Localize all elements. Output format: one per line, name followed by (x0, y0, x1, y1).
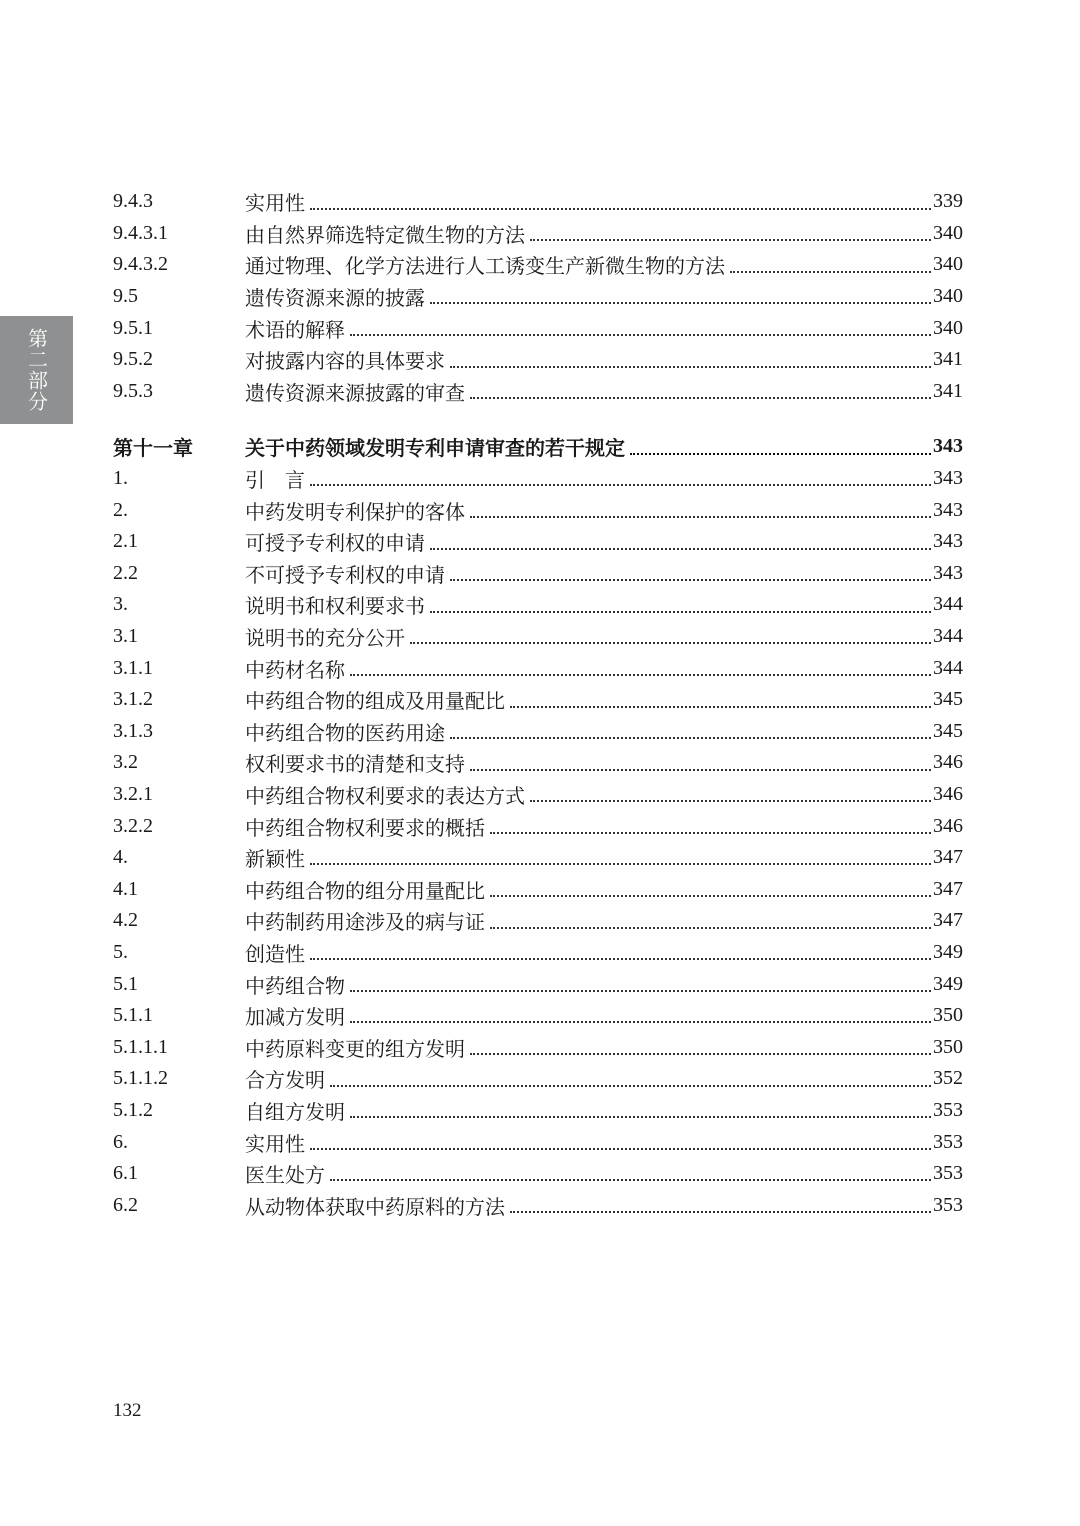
dot-leader (470, 769, 931, 771)
toc-entry-row[interactable] (113, 218, 963, 250)
dot-leader (350, 334, 931, 336)
entry-title: 中药组合物 (245, 970, 348, 999)
entry-number: 5.1.1.1 (113, 1035, 168, 1058)
toc-entry-row[interactable] (113, 1189, 963, 1221)
entry-page-number: 352 (933, 1067, 963, 1090)
chapter-number: 第十一章 (113, 438, 193, 461)
entry-number: 3. (113, 593, 128, 616)
entry-page-number: 350 (933, 1035, 963, 1058)
entry-title: 加减方发明 (245, 1001, 348, 1030)
entry-title: 中药材名称 (245, 654, 348, 683)
dot-leader (450, 737, 931, 739)
dot-leader (490, 832, 931, 834)
entry-number: 5. (113, 940, 128, 963)
dot-leader (510, 706, 931, 708)
entry-number: 9.4.3.1 (113, 221, 168, 244)
entry-page-number: 344 (933, 625, 963, 648)
dot-leader (470, 516, 931, 518)
entry-number: 9.5.1 (113, 316, 153, 339)
entry-number: 6.1 (113, 1162, 138, 1185)
toc-entry-row[interactable] (113, 1158, 963, 1190)
entry-page-number: 353 (933, 1130, 963, 1153)
dot-leader (310, 863, 931, 865)
entry-number: 3.2 (113, 751, 138, 774)
entry-number: 4.1 (113, 877, 138, 900)
entry-title: 中药组合物权利要求的概括 (245, 812, 488, 841)
entry-title: 通过物理、化学方法进行人工诱变生产新微生物的方法 (245, 250, 728, 279)
entry-page-number: 341 (933, 348, 963, 371)
toc-entry-row[interactable] (113, 186, 963, 218)
entry-page-number: 347 (933, 846, 963, 869)
entry-title: 中药组合物的医药用途 (245, 717, 448, 746)
entry-title: 合方发明 (245, 1064, 328, 1093)
dot-leader (410, 642, 931, 644)
dot-leader (450, 579, 931, 581)
dot-leader (330, 1085, 931, 1087)
toc-entry-row[interactable] (113, 747, 963, 779)
entry-page-number: 343 (933, 467, 963, 490)
toc-entry-row[interactable] (113, 1095, 963, 1127)
toc-entry-row[interactable] (113, 526, 963, 558)
entry-title: 术语的解释 (245, 314, 348, 343)
entry-number: 5.1 (113, 972, 138, 995)
entry-title: 中药组合物的组成及用量配比 (245, 685, 508, 714)
dot-leader (350, 674, 931, 676)
toc-entry-row[interactable] (113, 1031, 963, 1063)
entry-page-number: 343 (933, 561, 963, 584)
toc-entry-row[interactable] (113, 249, 963, 281)
entry-number: 9.4.3 (113, 190, 153, 213)
entry-page-number: 347 (933, 909, 963, 932)
entry-title: 中药发明专利保护的客体 (245, 496, 468, 525)
entry-number: 3.1 (113, 625, 138, 648)
page-number: 132 (113, 1400, 142, 1421)
entry-number: 3.2.1 (113, 782, 153, 805)
dot-leader (310, 484, 931, 486)
dot-leader (490, 895, 931, 897)
toc-entry-row[interactable] (113, 1063, 963, 1095)
toc-entry-row[interactable] (113, 810, 963, 842)
entry-page-number: 353 (933, 1193, 963, 1216)
toc-entry-row[interactable] (113, 463, 963, 495)
entry-title: 不可授予专利权的申请 (245, 559, 448, 588)
entry-page-number: 346 (933, 814, 963, 837)
entry-page-number: 345 (933, 719, 963, 742)
dot-leader (310, 1148, 931, 1150)
chapter-heading-row[interactable] (113, 431, 963, 463)
entry-number: 6. (113, 1130, 128, 1153)
chapter-page-number: 343 (933, 435, 963, 458)
entry-number: 5.1.2 (113, 1098, 153, 1121)
entry-number: 3.1.1 (113, 656, 153, 679)
toc-entry-row[interactable] (113, 494, 963, 526)
entry-number: 3.1.3 (113, 719, 153, 742)
dot-leader (630, 453, 931, 455)
entry-number: 4.2 (113, 909, 138, 932)
entry-title: 中药组合物的组分用量配比 (245, 875, 488, 904)
entry-title: 权利要求书的清楚和支持 (245, 748, 468, 777)
dot-leader (530, 239, 931, 241)
entry-page-number: 345 (933, 688, 963, 711)
entry-page-number: 346 (933, 782, 963, 805)
toc-entry-row[interactable] (113, 376, 963, 408)
dot-leader (310, 208, 931, 210)
entry-number: 9.4.3.2 (113, 253, 168, 276)
entry-number: 9.5.3 (113, 379, 153, 402)
dot-leader (450, 366, 931, 368)
entry-title: 实用性 (245, 1128, 308, 1157)
toc-entry-row[interactable] (113, 716, 963, 748)
entry-page-number: 346 (933, 751, 963, 774)
dot-leader (470, 1053, 931, 1055)
entry-number: 6.2 (113, 1193, 138, 1216)
chapter-title: 关于中药领域发明专利申请审查的若干规定 (245, 432, 628, 461)
entry-page-number: 343 (933, 530, 963, 553)
entry-number: 1. (113, 467, 128, 490)
entry-title: 中药原料变更的组方发明 (245, 1033, 468, 1062)
entry-page-number: 353 (933, 1098, 963, 1121)
entry-title: 中药组合物权利要求的表达方式 (245, 780, 528, 809)
toc-entry-row[interactable] (113, 621, 963, 653)
entry-page-number: 350 (933, 1004, 963, 1027)
toc-entry-row[interactable] (113, 905, 963, 937)
part-side-tab-label: 第二部分 (24, 328, 49, 412)
entry-page-number: 353 (933, 1162, 963, 1185)
dot-leader (350, 990, 931, 992)
entry-page-number: 339 (933, 190, 963, 213)
part-side-tab (0, 316, 73, 424)
dot-leader (430, 302, 931, 304)
entry-page-number: 344 (933, 593, 963, 616)
dot-leader (350, 1116, 931, 1118)
entry-page-number: 340 (933, 253, 963, 276)
entry-title: 对披露内容的具体要求 (245, 345, 448, 374)
toc-entry-row[interactable] (113, 312, 963, 344)
entry-title: 引 言 (245, 464, 308, 493)
dot-leader (490, 927, 931, 929)
toc-entry-row[interactable] (113, 652, 963, 684)
entry-number: 9.5 (113, 285, 138, 308)
entry-title: 由自然界筛选特定微生物的方法 (245, 219, 528, 248)
chapter-entry-list (113, 463, 963, 1221)
entry-number: 2.2 (113, 561, 138, 584)
entry-number: 3.1.2 (113, 688, 153, 711)
entry-page-number: 341 (933, 379, 963, 402)
entry-number: 2. (113, 498, 128, 521)
toc-entry-row[interactable] (113, 1126, 963, 1158)
entry-title: 遗传资源来源披露的审查 (245, 377, 468, 406)
toc-entry-row[interactable] (113, 873, 963, 905)
entry-title: 从动物体获取中药原料的方法 (245, 1191, 508, 1220)
table-of-contents (113, 186, 963, 1221)
entry-title: 实用性 (245, 187, 308, 216)
entry-page-number: 349 (933, 940, 963, 963)
entry-title: 中药制药用途涉及的病与证 (245, 906, 488, 935)
entry-number: 2.1 (113, 530, 138, 553)
dot-leader (430, 548, 931, 550)
toc-entry-row[interactable] (113, 968, 963, 1000)
entry-title: 遗传资源来源的披露 (245, 282, 428, 311)
dot-leader (330, 1179, 931, 1181)
entry-number: 3.2.2 (113, 814, 153, 837)
entry-number: 9.5.2 (113, 348, 153, 371)
dot-leader (310, 958, 931, 960)
entry-page-number: 340 (933, 316, 963, 339)
toc-entry-row[interactable] (113, 684, 963, 716)
entry-title: 医生处方 (245, 1159, 328, 1188)
dot-leader (510, 1211, 931, 1213)
entry-number: 4. (113, 846, 128, 869)
entry-page-number: 340 (933, 285, 963, 308)
toc-entry-row[interactable] (113, 1000, 963, 1032)
toc-entry-row[interactable] (113, 281, 963, 313)
entry-title: 新颖性 (245, 843, 308, 872)
toc-entry-row[interactable] (113, 589, 963, 621)
dot-leader (470, 397, 931, 399)
toc-entry-row[interactable] (113, 842, 963, 874)
entry-page-number: 349 (933, 972, 963, 995)
dot-leader (730, 271, 931, 273)
toc-entry-row[interactable] (113, 344, 963, 376)
entry-number: 5.1.1 (113, 1004, 153, 1027)
dot-leader (530, 800, 931, 802)
entry-title: 说明书和权利要求书 (245, 590, 428, 619)
section-entry-list (113, 186, 963, 407)
toc-entry-row[interactable] (113, 937, 963, 969)
dot-leader (430, 611, 931, 613)
entry-title: 说明书的充分公开 (245, 622, 408, 651)
toc-entry-row[interactable] (113, 558, 963, 590)
entry-title: 自组方发明 (245, 1096, 348, 1125)
entry-title: 创造性 (245, 938, 308, 967)
entry-page-number: 347 (933, 877, 963, 900)
toc-entry-row[interactable] (113, 779, 963, 811)
entry-page-number: 340 (933, 221, 963, 244)
entry-page-number: 343 (933, 498, 963, 521)
entry-page-number: 344 (933, 656, 963, 679)
entry-number: 5.1.1.2 (113, 1067, 168, 1090)
dot-leader (350, 1021, 931, 1023)
entry-title: 可授予专利权的申请 (245, 527, 428, 556)
